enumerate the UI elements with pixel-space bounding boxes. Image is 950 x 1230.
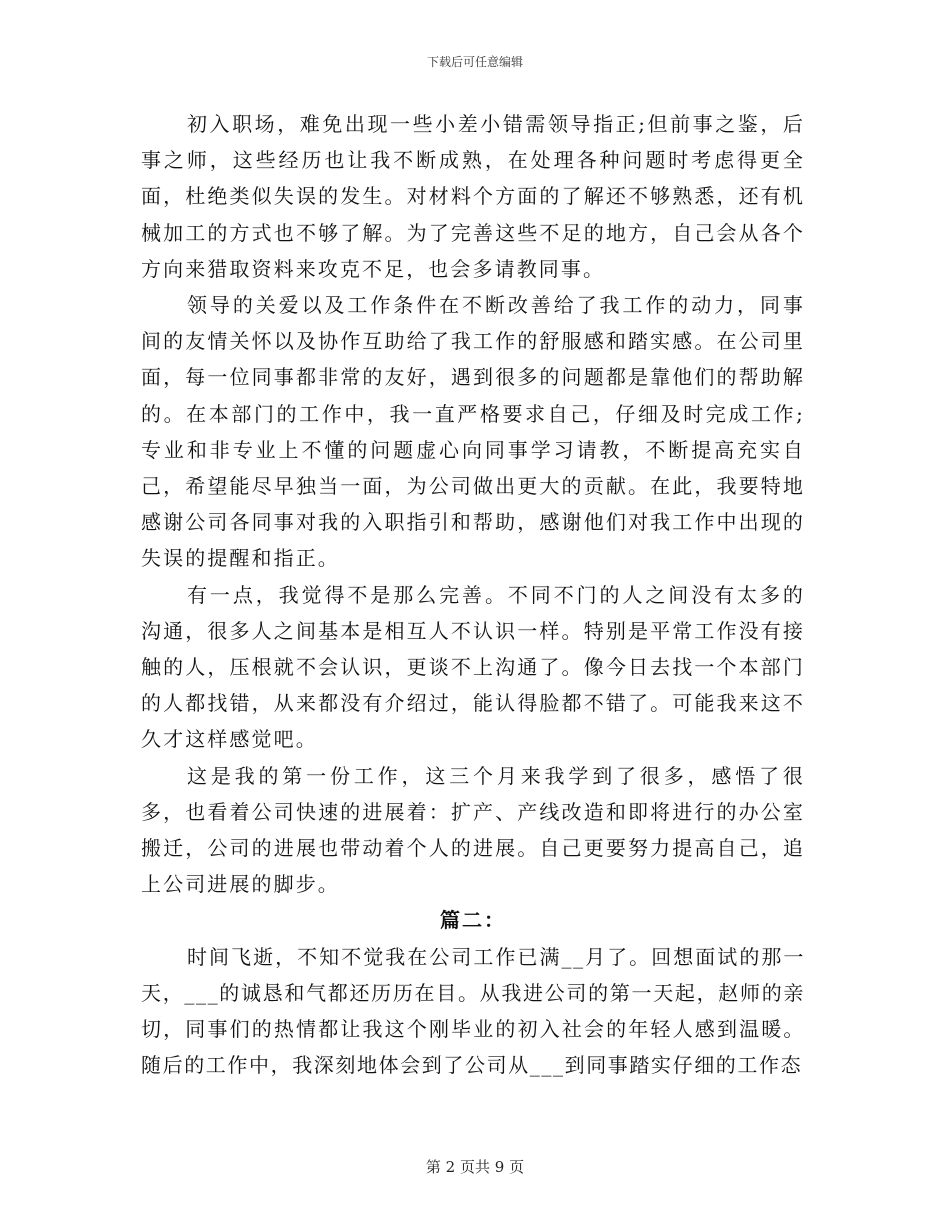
page-footer: 第 2 页共 9 页 [425,1158,525,1176]
paragraph-3: 有一点，我觉得不是那么完善。不同不门的人之间没有太多的沟通，很多人之间基本是相互人不认识一样。特别是平常工作没有接触的人，压根就不会认识，更谈不上沟通了。像今日去找一个本部门的人都找错，从来都没有介绍过，能认得脸都不错了。可能我来这不久才这样感觉吧。 [141,582,805,752]
paragraph-1: 初入职场，难免出现一些小差小错需领导指正;但前事之鉴，后事之师，这些经历也让我不断成熟，在处理各种问题时考虑得更全面，杜绝类似失误的发生。对材料个方面的了解还不够熟悉，还有机械加工的方式也不够了解。为了完善这些不足的地方，自己会从各个方向来猎取资料来攻克不足，也会多请教同事。 [141,112,805,281]
paragraph-2: 领导的关爱以及工作条件在不断改善给了我工作的动力，同事间的友情关怀以及协作互助给了我工作的舒服感和踏实感。在公司里面，每一位同事都非常的友好，遇到很多的问题都是靠他们的帮助解的。在本部门的工作中，我一直严格要求自己，仔细及时完成工作;专业和非专业上不懂的问题虚心向同事学习请教，不断提高充实自己，希望能尽早独当一面，为公司做出更大的贡献。在此，我要特地感谢公司各同事对我的入职指引和帮助，感谢他们对我工作中出现的失误的提醒和指正。 [141,293,805,571]
section-heading: 篇二： [440,908,506,933]
page-header: 下载后可任意编辑 [426,55,523,69]
document-body [141,106,805,1083]
paragraph-4: 这是我的第一份工作，这三个月来我学到了很多，感悟了很多，也看着公司快速的进展着：扩产、产线改造和即将进行的办公室搬迁，公司的进展也带动着个人的进展。自己更要努力提高自己，追上公司进展的脚步。 [141,763,805,897]
section-paragraph-1: 时间飞逝，不知不觉我在公司工作已满__月了。回想面试的那一天，___的诚恳和气都还历历在目。从我进公司的第一天起，赵师的亲切，同事们的热情都让我这个刚毕业的初入社会的年轻人感到温暖。随后的工作中，我深刻地体会到了公司从___到同事踏实仔细的工作态 [141,944,805,1078]
